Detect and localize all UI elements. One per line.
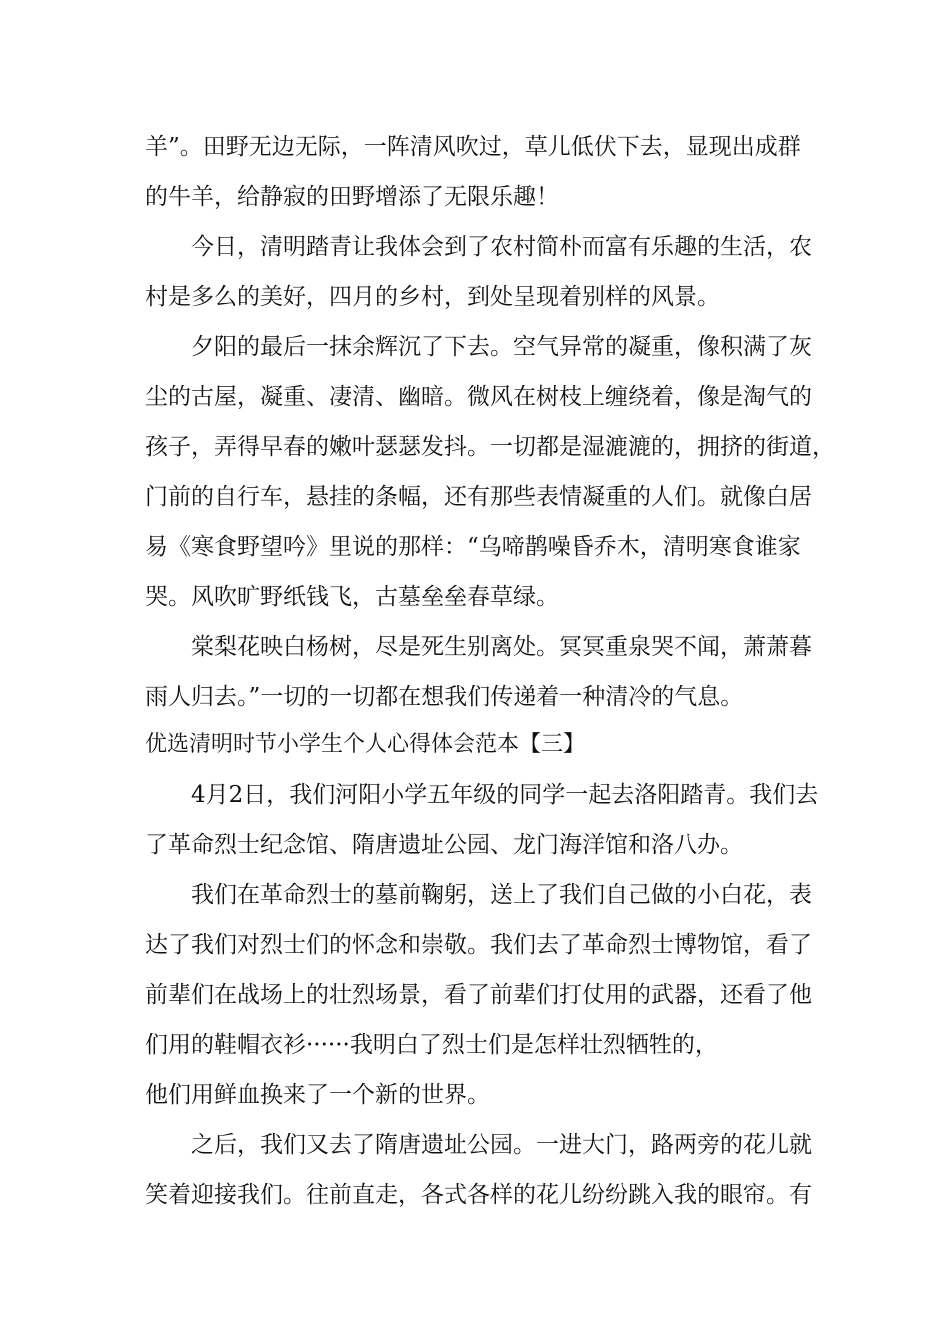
text-line: 羊”。田野无边无际，一阵清风吹过，草儿低伏下去，显现出成群 <box>145 134 801 160</box>
paragraph-2 <box>145 222 835 322</box>
paragraph-7 <box>145 1120 835 1220</box>
text-line: 棠梨花映白杨树，尽是死生别离处。冥冥重泉哭不闻，萧萧暮 <box>191 634 812 660</box>
text-line: 尘的古屋，凝重、凄清、幽暗。微风在树枝上缠绕着，像是淘气的 <box>145 384 812 410</box>
text-line: 村是多么的美好，四月的乡村，到处呈现着别样的风景。 <box>145 284 720 310</box>
text-line: 之后，我们又去了隋唐遗址公园。一进大门，路两旁的花儿就 <box>191 1132 812 1158</box>
text-line: 易《寒食野望吟》里说的那样：“乌啼鹊噪昏乔木，清明寒食谁家 <box>145 534 801 560</box>
paragraph-4 <box>145 622 835 722</box>
text-line: 们用的鞋帽衣衫······我明白了烈士们是怎样壮烈牺牲的， <box>145 1032 718 1058</box>
paragraph-1 <box>145 122 835 222</box>
paragraph-5 <box>145 770 835 870</box>
text-line: 孩子，弄得早春的嫩叶瑟瑟发抖。一切都是湿漉漉的，拥挤的街道， <box>145 434 835 460</box>
paragraph-3 <box>145 322 835 622</box>
text-line: 前辈们在战场上的壮烈场景，看了前辈们打仗用的武器，还看了他 <box>145 982 812 1008</box>
text-line: 夕阳的最后一抹余辉沉了下去。空气异常的凝重，像积满了灰 <box>191 334 812 360</box>
text-line: 我们在革命烈士的墓前鞠躬，送上了我们自己做的小白花，表 <box>191 882 812 908</box>
text-line: 他们用鲜血换来了一个新的世界。 <box>145 1082 490 1108</box>
text-line: 了革命烈士纪念馆、隋唐遗址公园、龙门海洋馆和洛八办。 <box>145 832 743 858</box>
paragraph-6 <box>145 870 835 1120</box>
text-line: 门前的自行车，悬挂的条幅，还有那些表情凝重的人们。就像白居 <box>145 484 812 510</box>
text-line: 的牛羊，给静寂的田野增添了无限乐趣！ <box>145 184 559 210</box>
text-line: 雨人归去。”一切的一切都在想我们传递着一种清冷的气息。 <box>145 684 744 710</box>
text-line: 今日，清明踏青让我体会到了农村简朴而富有乐趣的生活，农 <box>191 234 812 260</box>
text-line: 哭。风吹旷野纸钱飞，古墓垒垒春草绿。 <box>145 584 559 610</box>
text-line: 4月2日，我们河阳小学五年级的同学一起去洛阳踏青。我们去 <box>191 782 819 808</box>
text-line: 笑着迎接我们。往前直走，各式各样的花儿纷纷跳入我的眼帘。有 <box>145 1182 812 1208</box>
text-line: 达了我们对烈士们的怀念和崇敬。我们去了革命烈士博物馆，看了 <box>145 932 812 958</box>
section-heading <box>145 720 835 770</box>
heading-text: 优选清明时节小学生个人心得体会范本【三】 <box>145 732 586 757</box>
